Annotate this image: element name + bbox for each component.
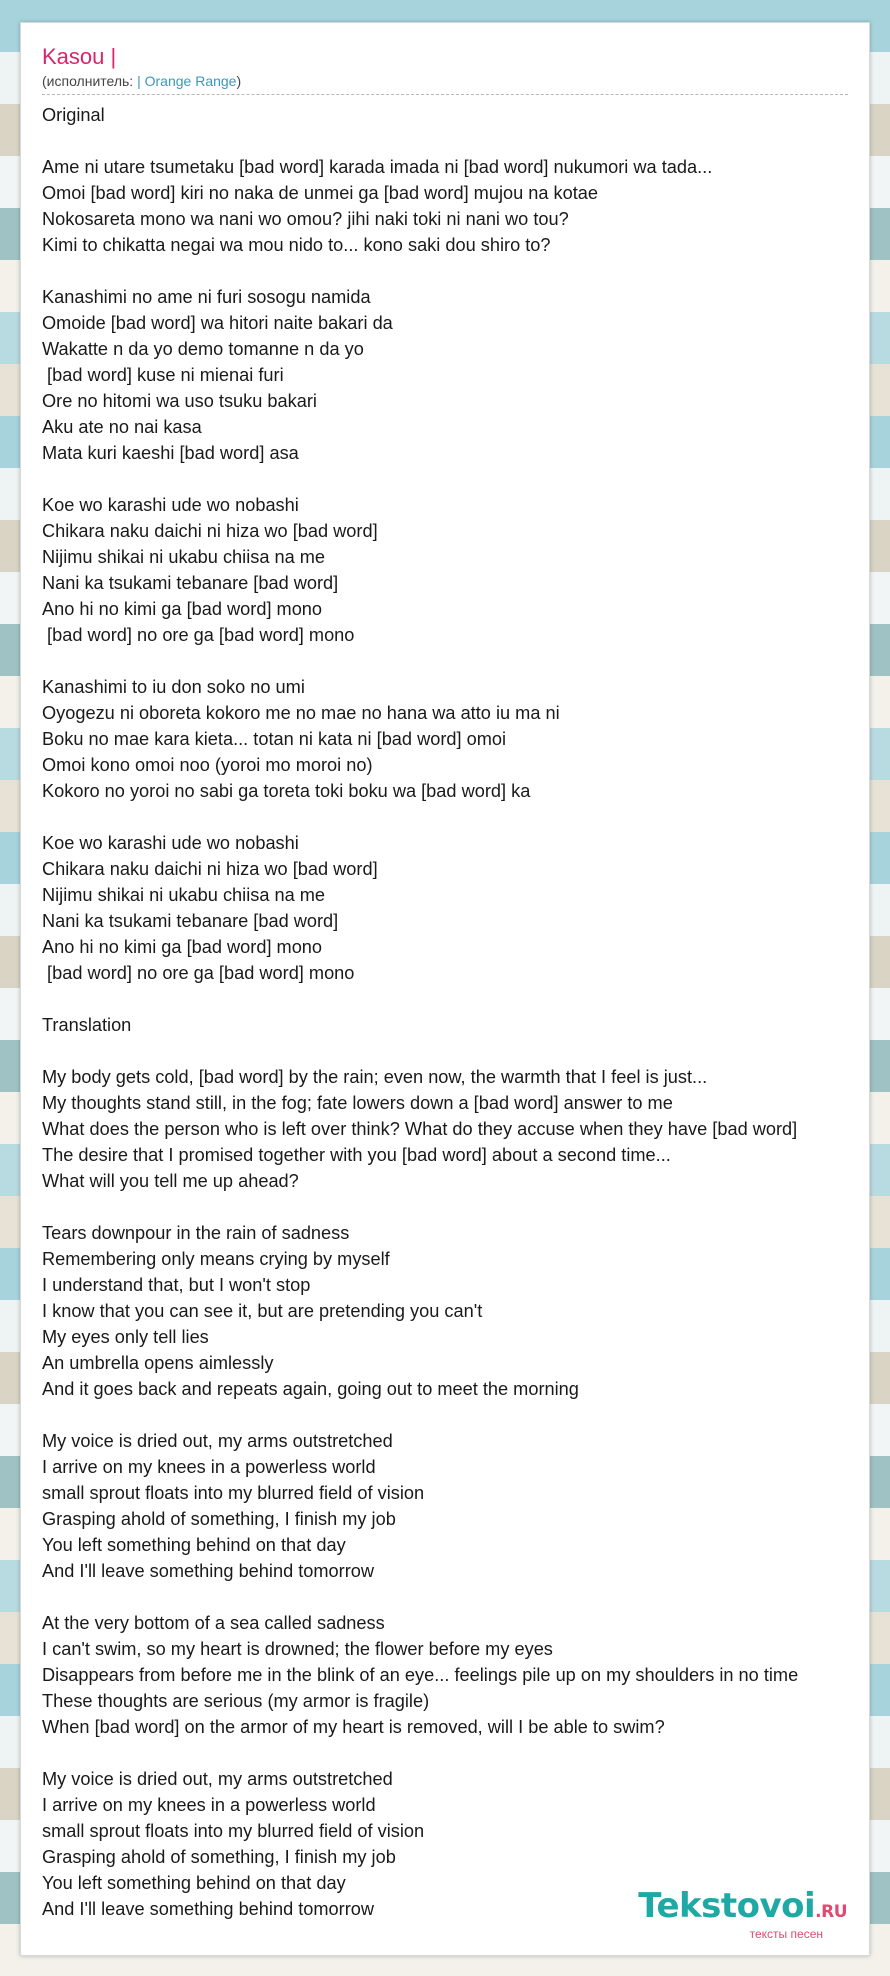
lyric-line: Nijimu shikai ni ukabu chiisa na me (42, 547, 326, 567)
lyric-line: I understand that, but I won't stop (42, 1275, 311, 1295)
lyric-line: [bad word] no ore ga [bad word] mono (42, 625, 355, 645)
lyric-line: Boku no mae kara kieta... totan ni kata ni [bad word] omoi (42, 729, 507, 749)
artist-separator: | (137, 73, 145, 89)
lyric-line: Grasping ahold of something, I finish my job (42, 1847, 396, 1867)
lyric-line: What will you tell me up ahead? (42, 1171, 299, 1191)
lyric-line: At the very bottom of a sea called sadness (42, 1613, 385, 1633)
logo-wordmark (638, 1886, 847, 1929)
logo-subtitle: тексты песен (749, 1927, 823, 1941)
logo-main-text: Tekstovoi (638, 1886, 816, 1926)
lyric-line: Chikara naku daichi ni hiza wo [bad word] (42, 859, 378, 879)
lyric-line (42, 986, 868, 1012)
lyric-line (42, 804, 868, 830)
lyric-line: Omoi kono omoi noo (yoroi mo moroi no) (42, 755, 373, 775)
lyric-line: [bad word] no ore ga [bad word] mono (42, 963, 355, 983)
lyric-line: Chikara naku daichi ni hiza wo [bad word] (42, 521, 378, 541)
lyric-line: My eyes only tell lies (42, 1327, 209, 1347)
lyric-line: When [bad word] on the armor of my heart is removed, will I be able to swim? (42, 1717, 665, 1737)
lyric-line: Kanashimi to iu don soko no umi (42, 677, 305, 697)
lyrics-card (20, 22, 870, 1956)
lyric-line: My thoughts stand still, in the fog; fate lowers down a [bad word] answer to me (42, 1093, 673, 1113)
lyric-line: I can't swim, so my heart is drowned; the flower before my eyes (42, 1639, 553, 1659)
artist-prefix: (исполнитель: (42, 73, 138, 89)
lyric-line: Tears downpour in the rain of sadness (42, 1223, 350, 1243)
lyric-line: I arrive on my knees in a powerless world (42, 1457, 376, 1477)
lyric-line: Nokosareta mono wa nani wo omou? jihi naki toki ni nani wo tou? (42, 209, 569, 229)
lyric-line (42, 1740, 868, 1766)
lyric-line: Koe wo karashi ude wo nobashi (42, 495, 299, 515)
artist-suffix: ) (236, 73, 242, 89)
lyric-line: Wakatte n da yo demo tomanne n da yo (42, 339, 364, 359)
lyrics-text (42, 102, 868, 1922)
lyric-line: I know that you can see it, but are pretending you can't (42, 1301, 483, 1321)
lyric-line: The desire that I promised together with you [bad word] about a second time... (42, 1145, 671, 1165)
lyric-line: My body gets cold, [bad word] by the rain; even now, the warmth that I feel is just... (42, 1067, 708, 1087)
lyric-line (42, 466, 868, 492)
lyric-line: An umbrella opens aimlessly (42, 1353, 274, 1373)
lyric-line (42, 1194, 868, 1220)
lyric-line (42, 1584, 868, 1610)
lyric-line: You left something behind on that day (42, 1873, 346, 1893)
lyric-line: And it goes back and repeats again, going out to meet the morning (42, 1379, 579, 1399)
lyric-line: I arrive on my knees in a powerless world (42, 1795, 376, 1815)
lyric-line: Kokoro no yoroi no sabi ga toreta toki boku wa [bad word] ka (42, 781, 531, 801)
lyric-line: Mata kuri kaeshi [bad word] asa (42, 443, 299, 463)
lyric-line: Oyogezu ni oboreta kokoro me no mae no hana wa atto iu ma ni (42, 703, 560, 723)
lyric-line: Ano hi no kimi ga [bad word] mono (42, 599, 323, 619)
lyric-line: Disappears from before me in the blink of an eye... feelings pile up on my shoulders in no time (42, 1665, 799, 1685)
lyric-line (42, 128, 868, 154)
lyric-line: Aku ate no nai kasa (42, 417, 202, 437)
lyric-line: These thoughts are serious (my armor is fragile) (42, 1691, 430, 1711)
artist-line (42, 72, 848, 95)
lyric-line (42, 258, 868, 284)
lyric-line: And I'll leave something behind tomorrow (42, 1561, 375, 1581)
lyric-line: And I'll leave something behind tomorrow (42, 1899, 375, 1919)
lyric-line: My voice is dried out, my arms outstretched (42, 1431, 393, 1451)
lyric-line: [bad word] kuse ni mienai furi (42, 365, 284, 385)
lyric-line: Omoide [bad word] wa hitori naite bakari da (42, 313, 393, 333)
lyric-line: Kimi to chikatta negai wa mou nido to... kono saki dou shiro to? (42, 235, 551, 255)
lyric-line: Kanashimi no ame ni furi sosogu namida (42, 287, 371, 307)
lyric-line: Grasping ahold of something, I finish my job (42, 1509, 396, 1529)
lyric-line: Remembering only means crying by myself (42, 1249, 390, 1269)
lyric-line: small sprout floats into my blurred field of vision (42, 1483, 425, 1503)
lyric-line: Koe wo karashi ude wo nobashi (42, 833, 299, 853)
lyric-line: Omoi [bad word] kiri no naka de unmei ga [bad word] mujou na kotae (42, 183, 599, 203)
lyric-line (42, 648, 868, 674)
lyric-line (42, 1038, 868, 1064)
lyric-line: Ano hi no kimi ga [bad word] mono (42, 937, 323, 957)
lyric-line: My voice is dried out, my arms outstretched (42, 1769, 393, 1789)
lyric-line (42, 1402, 868, 1428)
lyric-line: Ore no hitomi wa uso tsuku bakari (42, 391, 317, 411)
lyric-line: You left something behind on that day (42, 1535, 346, 1555)
tekstovoi-logo[interactable] (638, 1886, 847, 1941)
lyric-line: small sprout floats into my blurred field of vision (42, 1821, 425, 1841)
lyric-line: What does the person who is left over think? What do they accuse when they have [bad word] (42, 1119, 798, 1139)
lyric-line: Ame ni utare tsumetaku [bad word] karada imada ni [bad word] nukumori wa tada... (42, 157, 713, 177)
lyric-line: Nani ka tsukami tebanare [bad word] (42, 573, 339, 593)
lyric-line: Nijimu shikai ni ukabu chiisa na me (42, 885, 326, 905)
artist-link[interactable] (137, 73, 236, 89)
song-title: Kasou | (42, 44, 117, 69)
lyrics-content (42, 42, 868, 1922)
lyric-line: Original (42, 105, 105, 125)
logo-tld: .RU (815, 1902, 847, 1922)
lyric-line: Nani ka tsukami tebanare [bad word] (42, 911, 339, 931)
lyric-line: Translation (42, 1015, 132, 1035)
artist-name: Orange Range (144, 73, 237, 89)
